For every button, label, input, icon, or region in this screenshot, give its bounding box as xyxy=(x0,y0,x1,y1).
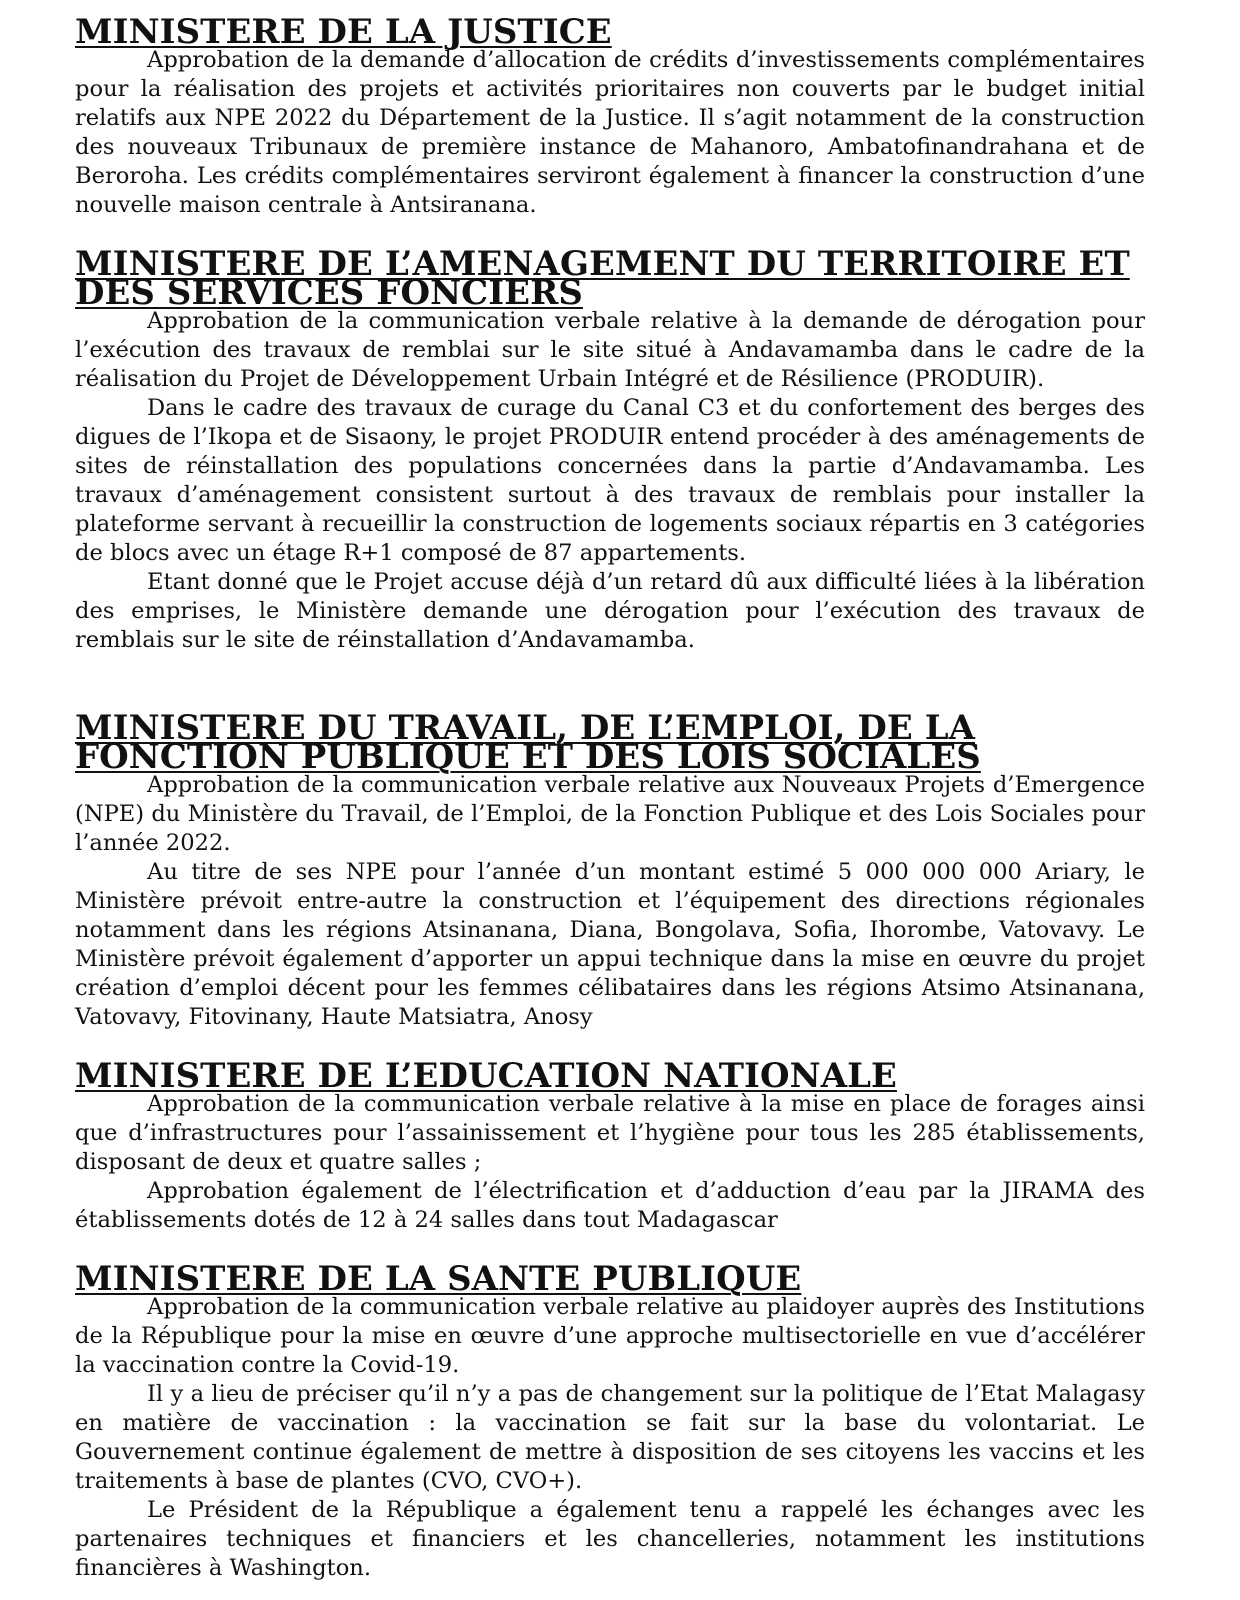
paragraph: Approbation de la communication verbale relative au plaidoyer auprès des Institutions de la République pour la mise en œuvre d’une approche multisectorielle en vue d’accélérer la vaccination contre la Covid-19. xyxy=(75,1294,1145,1378)
section-title: MINISTERE DE LA JUSTICE xyxy=(75,11,612,51)
paragraph: Approbation également de l’électrification et d’adduction d’eau par la JIRAMA des établissements dotés de 12 à 24 salles dans tout Madagascar xyxy=(75,1178,1145,1233)
paragraph: Le Président de la République a également tenu a rappelé les échanges avec les partenaires techniques et financiers et les chancelleries, notamment les institutions financières à Washington. xyxy=(75,1497,1145,1581)
paragraph: Etant donné que le Projet accuse déjà d’un retard dû aux difficulté liées à la libération des emprises, le Ministère demande une dérogation pour l’exécution des travaux de remblais sur le site de réinstallation d’Andavamamba. xyxy=(75,569,1145,653)
section-travail-emploi xyxy=(75,707,1145,1032)
section-amenagement-territoire xyxy=(75,243,1145,655)
section-title: MINISTERE DE LA SANTE PUBLIQUE xyxy=(75,1258,802,1298)
section-title: MINISTERE DE L’EDUCATION NATIONALE xyxy=(75,1055,897,1095)
paragraph: Approbation de la demande d’allocation de crédits d’investissements complémentaires pour la réalisation des projets et activités prioritaires non couverts par le budget initial relatifs aux NPE 2022 du Département de la Justice. Il s’agit notamment de la construction des nouveaux Tribunaux de première instance de Mahanoro, Ambatofinandrahana et de Beroroha. Les crédits complémentaires serviront également à financer la construction d’une nouvelle maison centrale à Antsiranana. xyxy=(75,47,1145,218)
section-title: MINISTERE DE L’AMENAGEMENT DU TERRITOIRE ET DES SERVICES FONCIERS xyxy=(75,243,1130,312)
section-title: MINISTERE DU TRAVAIL, DE L’EMPLOI, DE LA FONCTION PUBLIQUE ET DES LOIS SOCIALES xyxy=(75,707,981,776)
paragraph: Approbation de la communication verbale relative à la mise en place de forages ainsi que d’infrastructures pour l’assainissement et l’hygiène pour tous les 285 établissements, disposant de deux et quatre salles ; xyxy=(75,1091,1145,1175)
paragraph: Approbation de la communication verbale relative à la demande de dérogation pour l’exécution des travaux de remblai sur le site situé à Andavamamba dans le cadre de la réalisation du Projet de Développement Urbain Intégré et de Résilience (PRODUIR). xyxy=(75,308,1145,392)
paragraph: Il y a lieu de préciser qu’il n’y a pas de changement sur la politique de l’Etat Malagasy en matière de vaccination : la vaccination se fait sur la base du volontariat. Le Gouvernement continue également de mettre à disposition de ses citoyens les vaccins et les traitements à base de plantes (CVO, CVO+). xyxy=(75,1381,1145,1494)
document-page xyxy=(75,11,1145,1583)
section-justice xyxy=(75,11,1145,220)
paragraph: Approbation de la communication verbale relative aux Nouveaux Projets d’Emergence (NPE) du Ministère du Travail, de l’Emploi, de la Fonction Publique et des Lois Sociales pour l’année 2022. xyxy=(75,772,1145,856)
section-sante-publique xyxy=(75,1258,1145,1583)
section-education-nationale xyxy=(75,1055,1145,1235)
paragraph: Dans le cadre des travaux de curage du Canal C3 et du confortement des berges des digues de l’Ikopa et de Sisaony, le projet PRODUIR entend procéder à des aménagements de sites de réinstallation des populations concernées dans la partie d’Andavamamba. Les travaux d’aménagement consistent surtout à des travaux de remblais pour installer la plateforme servant à recueillir la construction de logements sociaux répartis en 3 catégories de blocs avec un étage R+1 composé de 87 appartements. xyxy=(75,395,1145,566)
paragraph: Au titre de ses NPE pour l’année d’un montant estimé 5 000 000 000 Ariary, le Ministère prévoit entre-autre la construction et l’équipement des directions régionales notamment dans les régions Atsinanana, Diana, Bongolava, Sofia, Ihorombe, Vatovavy. Le Ministère prévoit également d’apporter un appui technique dans la mise en œuvre du projet création d’emploi décent pour les femmes célibataires dans les régions Atsimo Atsinanana, Vatovavy, Fitovinany, Haute Matsiatra, Anosy xyxy=(75,859,1145,1030)
